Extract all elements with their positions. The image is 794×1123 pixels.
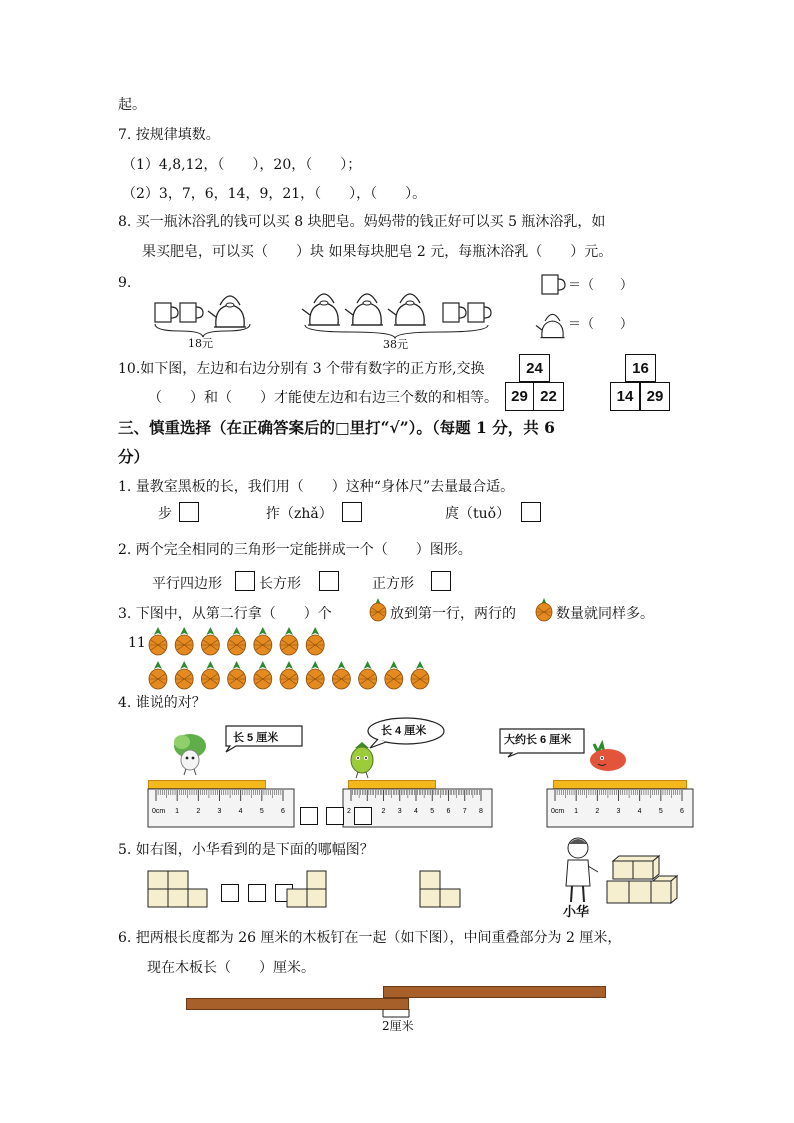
measured-bar: [553, 780, 687, 789]
s3q6-line1: 6. 把两根长度都为 26 厘米的木板钉在一起（如下图），中间重叠部分为 2 厘米，: [118, 930, 622, 946]
pineapple-icon: [254, 661, 272, 689]
pineapple-icon: [228, 661, 246, 689]
q8-line1: 8. 买一瓶沐浴乳的钱可以买 8 块肥皂。妈妈带的钱正好可以买 5 瓶沐浴乳，如: [118, 214, 606, 230]
ruler-tick-label: 7: [462, 808, 467, 815]
s3q1-option3-checkbox[interactable]: [521, 502, 541, 522]
s3q3-text-b: 放到第一行，两行的: [390, 606, 516, 622]
s3q1-option2-checkbox[interactable]: [342, 502, 362, 522]
ruler-tick-label: 4: [637, 808, 642, 815]
pineapple-icon: [254, 627, 272, 655]
number-square-left-bottom-right: 22: [533, 382, 564, 411]
s3q2-option-label: 正方形: [372, 576, 414, 592]
ruler-tick-label: 5: [658, 808, 663, 815]
pineapple-icon: [228, 627, 246, 655]
q10-line2: （ ）和（ ）才能使左边和右边三个数的和相等。: [148, 390, 498, 406]
kettle-icon: [208, 296, 246, 327]
ruler-tick-label: 3: [217, 808, 222, 815]
cabbage-character-icon: [168, 730, 212, 776]
q9-number: 9.: [118, 275, 132, 291]
s3q1-option1-checkbox[interactable]: [179, 502, 199, 522]
ruler-tick-label: 1: [574, 808, 579, 815]
bubble3-text: 大约长 6 厘米: [504, 734, 572, 746]
s3q5-text: 5. 如右图，小华看到的是下面的哪幅图？: [118, 842, 374, 858]
ruler-tick-label: 5: [430, 808, 435, 815]
q8-line2: 果买肥皂，可以买（ ）块 如果每块肥皂 2 元，每瓶沐浴乳（ ）元。: [142, 244, 613, 260]
s3q2-option2-checkbox[interactable]: [319, 571, 339, 591]
number-square-right-bottom-right: 29: [640, 382, 670, 411]
pineapple-icon: [175, 627, 193, 655]
number-square-right-bottom-left: 14: [610, 382, 640, 411]
bubble1-text: 长 5 厘米: [233, 732, 279, 744]
pineapple-icon: [368, 597, 388, 621]
ruler-tick-label: 2: [595, 808, 600, 815]
person-icon: [556, 836, 604, 908]
measured-bar: [348, 780, 436, 789]
s3q3-text-a: 3. 下图中，从第二行拿（ ）个: [118, 606, 332, 622]
section3-heading: 三、慎重选择（在正确答案后的□里打“√”）。（每题 1 分，共 6: [118, 418, 555, 437]
pineapple-icon: [385, 661, 403, 689]
s3q2-option-label: 平行四边形: [152, 576, 222, 592]
kettle-icon: [345, 294, 383, 325]
number-square-left-top: 24: [519, 354, 550, 382]
cup-icon: [155, 303, 178, 322]
ruler-tick-label: 0cm: [152, 808, 166, 815]
pineapple-icon: [280, 627, 298, 655]
cup-answer[interactable]: ＝（ ）: [568, 278, 634, 293]
row-label: 11: [128, 635, 146, 651]
cube-stack: [603, 855, 679, 907]
pineapple-icon: [201, 627, 219, 655]
ruler: [148, 789, 295, 829]
ruler-tick-label: 6: [281, 808, 285, 815]
kettle-answer[interactable]: ＝（ ）: [568, 317, 634, 332]
ruler-tick-label: 4: [238, 808, 243, 815]
pineapple-icon: [280, 661, 298, 689]
pineapple-rows: [145, 626, 445, 692]
pineapple-icon: [411, 661, 429, 689]
cup-icon: [443, 303, 466, 322]
ruler-tick-label: 2: [196, 808, 201, 815]
kettle-icon: [536, 306, 570, 340]
s3q2-option-label: 长方形: [259, 576, 301, 592]
q7-part1: （1）4,8,12，（ ），20，（ ）；: [122, 157, 362, 173]
pineapple-icon: [149, 661, 167, 689]
view-option-a[interactable]: [148, 871, 208, 911]
s3q4-text: 4. 谁说的对？: [118, 695, 206, 711]
ruler-tick-label: 3: [616, 808, 621, 815]
number-square-right-top: 16: [625, 354, 656, 382]
ruler-tick-label: 5: [259, 808, 264, 815]
s3q1-option-label: 庹（tuǒ）: [445, 506, 511, 522]
person-label: 小华: [563, 905, 590, 920]
ruler-tick-label: 0cm: [551, 808, 565, 815]
bubble2-text: 长 4 厘米: [381, 725, 427, 737]
ruler-tick-label: 6: [446, 808, 451, 815]
cup-icon: [468, 303, 491, 322]
pineapple-icon: [175, 661, 193, 689]
number-square-left-bottom-left: 29: [505, 382, 534, 411]
s3q1-text: 1. 量教室黑板的长，我们用（ ）这种“身体尺”去量最合适。: [118, 479, 515, 495]
price-18: 18元: [188, 337, 213, 350]
s3q5-option1-checkbox[interactable]: [221, 884, 239, 902]
overlap-label: 2厘米: [382, 1019, 414, 1033]
ruler-tick-label: 6: [680, 808, 684, 815]
pineapple-icon: [306, 661, 324, 689]
q7-title: 7. 按规律填数。: [118, 127, 220, 143]
s3q3-text-c: 数量就同样多。: [556, 606, 654, 622]
s3q4-option2b-checkbox[interactable]: [354, 807, 372, 825]
cup-icon: [541, 274, 571, 296]
ruler-tick-label: 2: [381, 808, 386, 815]
wood-board-top: [383, 986, 606, 998]
s3q4-option1-checkbox[interactable]: [300, 807, 318, 825]
s3q2-text: 2. 两个完全相同的三角形一定能拼成一个（ ）图形。: [118, 542, 472, 558]
continued-text: 起。: [118, 97, 146, 113]
ruler-tick-label: 8: [479, 808, 483, 815]
ruler-tick-label: 4: [414, 808, 418, 815]
pineapple-icon: [149, 627, 167, 655]
view-option-c[interactable]: [420, 871, 462, 911]
s3q5-option2-checkbox[interactable]: [248, 884, 266, 902]
q10-line1: 10.如下图，左边和右边分别有 3 个带有数字的正方形,交换: [118, 361, 485, 377]
s3q6-line2: 现在木板长（ ）厘米。: [147, 960, 315, 976]
ruler-tick-label: 1: [175, 808, 180, 815]
kettle-icon: [388, 294, 426, 325]
pineapple-icon: [201, 661, 219, 689]
carrot-character-icon: [586, 740, 630, 774]
bean-character-icon: [345, 740, 379, 780]
ruler-tick-label: 3: [397, 808, 402, 815]
s3q2-option3-checkbox[interactable]: [431, 571, 451, 591]
s3q4-option2-checkbox[interactable]: [326, 807, 344, 825]
section3-heading-cont: 分）: [118, 447, 150, 466]
pineapple-icon: [359, 661, 377, 689]
s3q1-option-label: 步: [158, 506, 172, 522]
view-option-b[interactable]: [287, 871, 329, 911]
s3q2-option1-checkbox[interactable]: [235, 571, 255, 591]
wood-board-bottom: [186, 998, 409, 1010]
pineapple-icon: [534, 597, 554, 621]
ruler: [547, 789, 694, 829]
cup-icon: [180, 303, 203, 322]
s3q1-option-label: 拃（zhǎ）: [266, 506, 333, 522]
ruler-tick-label: 2: [347, 808, 351, 815]
measured-bar: [148, 780, 266, 789]
price-38: 38元: [383, 338, 408, 351]
kettle-icon: [302, 294, 340, 325]
pineapple-icon: [306, 627, 324, 655]
pineapple-icon: [332, 661, 350, 689]
q7-part2: （2）3，7，6，14，9，21，（ ），（ ）。: [122, 186, 427, 202]
